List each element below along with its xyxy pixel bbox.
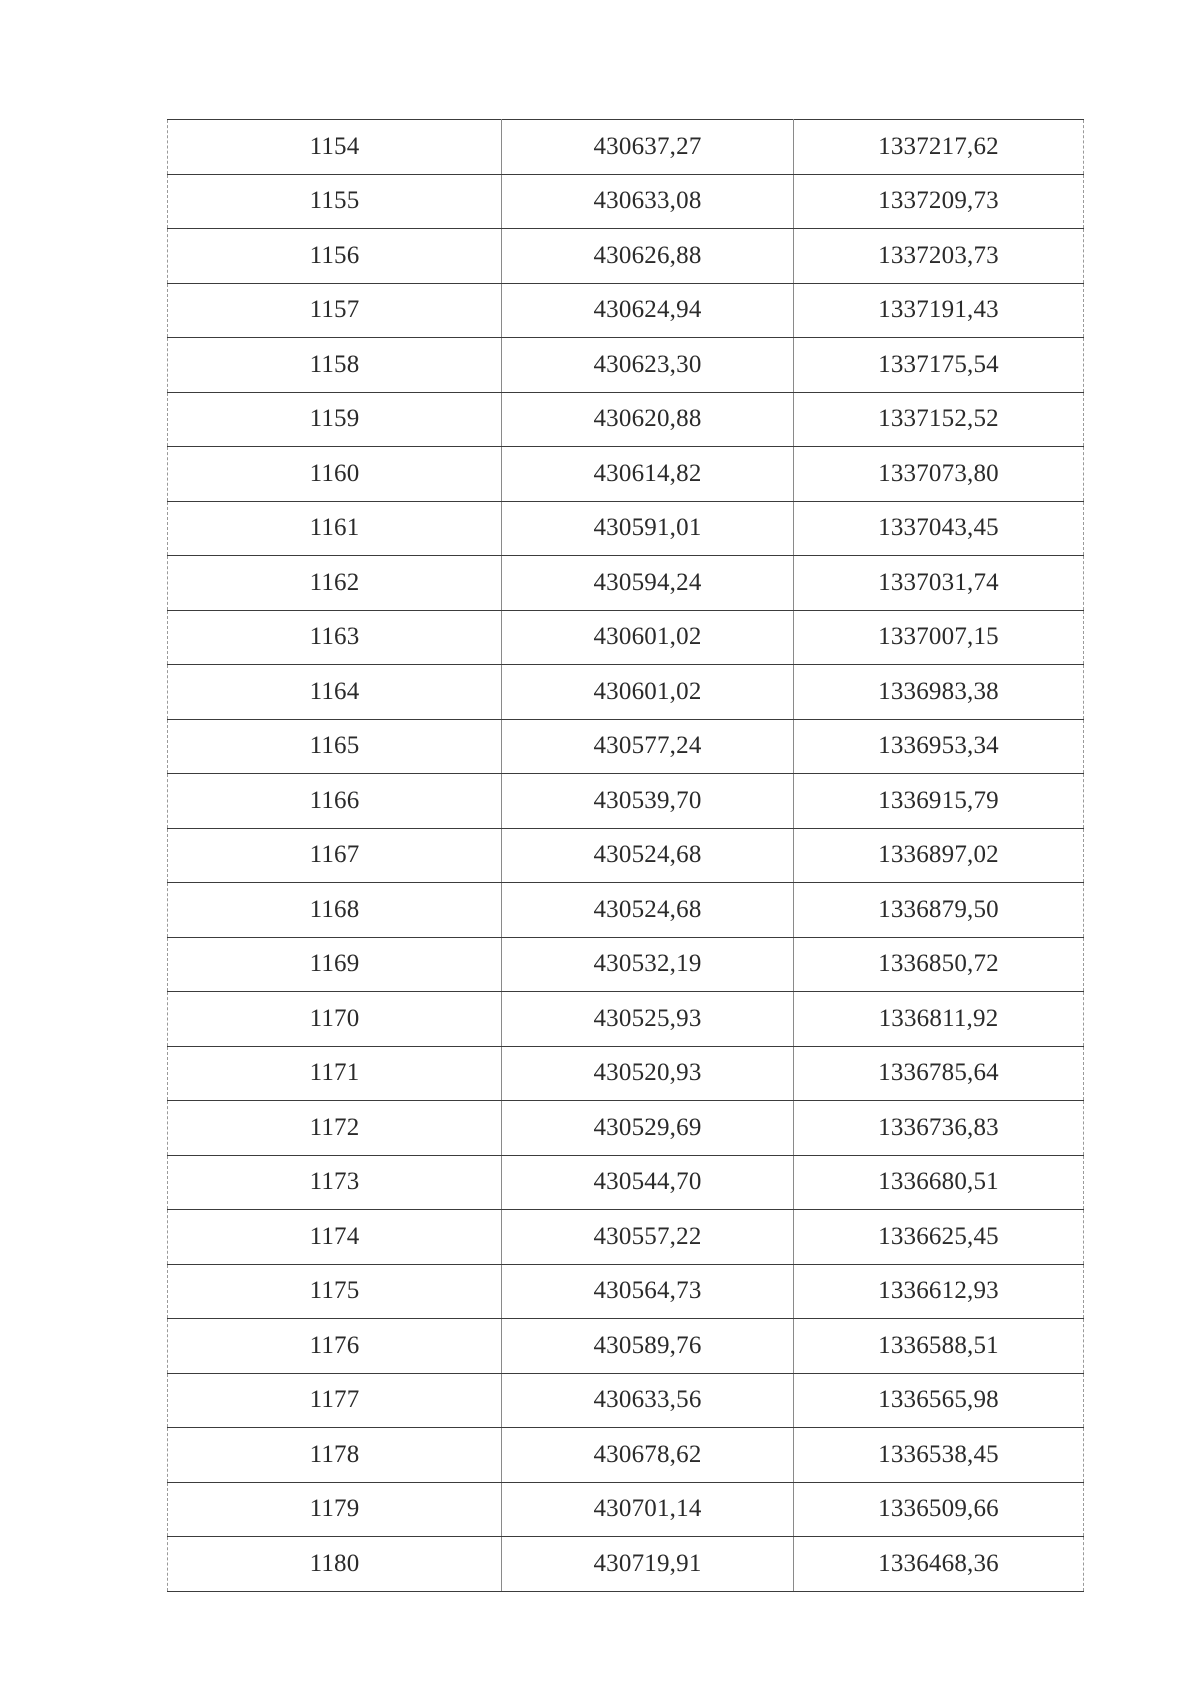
y-coordinate-cell: 1336983,38 bbox=[794, 665, 1084, 720]
y-coordinate-cell: 1336953,34 bbox=[794, 719, 1084, 774]
x-coordinate-cell: 430525,93 bbox=[502, 992, 794, 1047]
y-coordinate-cell: 1336879,50 bbox=[794, 883, 1084, 938]
table-row bbox=[168, 556, 1084, 611]
x-coordinate-cell: 430633,08 bbox=[502, 174, 794, 229]
y-coordinate-cell: 1336468,36 bbox=[794, 1537, 1084, 1592]
point-number-cell: 1164 bbox=[168, 665, 502, 720]
point-number-cell: 1174 bbox=[168, 1210, 502, 1265]
point-number-cell: 1163 bbox=[168, 610, 502, 665]
x-coordinate-cell: 430564,73 bbox=[502, 1264, 794, 1319]
y-coordinate-cell: 1337073,80 bbox=[794, 447, 1084, 502]
point-number-cell: 1179 bbox=[168, 1482, 502, 1537]
x-coordinate-cell: 430544,70 bbox=[502, 1155, 794, 1210]
table-row bbox=[168, 937, 1084, 992]
point-number-cell: 1178 bbox=[168, 1428, 502, 1483]
y-coordinate-cell: 1336915,79 bbox=[794, 774, 1084, 829]
table-row bbox=[168, 447, 1084, 502]
y-coordinate-cell: 1336680,51 bbox=[794, 1155, 1084, 1210]
point-number-cell: 1180 bbox=[168, 1537, 502, 1592]
table-row bbox=[168, 229, 1084, 284]
table-row bbox=[168, 1482, 1084, 1537]
table-row bbox=[168, 719, 1084, 774]
point-number-cell: 1172 bbox=[168, 1101, 502, 1156]
point-number-cell: 1158 bbox=[168, 338, 502, 393]
table-row bbox=[168, 1155, 1084, 1210]
point-number-cell: 1161 bbox=[168, 501, 502, 556]
y-coordinate-cell: 1336850,72 bbox=[794, 937, 1084, 992]
point-number-cell: 1154 bbox=[168, 120, 502, 175]
x-coordinate-cell: 430701,14 bbox=[502, 1482, 794, 1537]
table-row bbox=[168, 1373, 1084, 1428]
x-coordinate-cell: 430524,68 bbox=[502, 883, 794, 938]
x-coordinate-cell: 430719,91 bbox=[502, 1537, 794, 1592]
y-coordinate-cell: 1336612,93 bbox=[794, 1264, 1084, 1319]
x-coordinate-cell: 430532,19 bbox=[502, 937, 794, 992]
table-row bbox=[168, 1101, 1084, 1156]
x-coordinate-cell: 430626,88 bbox=[502, 229, 794, 284]
table-row bbox=[168, 1046, 1084, 1101]
table-row bbox=[168, 610, 1084, 665]
y-coordinate-cell: 1336538,45 bbox=[794, 1428, 1084, 1483]
point-number-cell: 1165 bbox=[168, 719, 502, 774]
x-coordinate-cell: 430601,02 bbox=[502, 610, 794, 665]
y-coordinate-cell: 1336785,64 bbox=[794, 1046, 1084, 1101]
y-coordinate-cell: 1337043,45 bbox=[794, 501, 1084, 556]
table-row bbox=[168, 883, 1084, 938]
x-coordinate-cell: 430520,93 bbox=[502, 1046, 794, 1101]
y-coordinate-cell: 1336625,45 bbox=[794, 1210, 1084, 1265]
point-number-cell: 1156 bbox=[168, 229, 502, 284]
y-coordinate-cell: 1337217,62 bbox=[794, 120, 1084, 175]
point-number-cell: 1175 bbox=[168, 1264, 502, 1319]
y-coordinate-cell: 1337031,74 bbox=[794, 556, 1084, 611]
point-number-cell: 1168 bbox=[168, 883, 502, 938]
y-coordinate-cell: 1337203,73 bbox=[794, 229, 1084, 284]
coordinates-table-body bbox=[168, 120, 1084, 1592]
x-coordinate-cell: 430557,22 bbox=[502, 1210, 794, 1265]
y-coordinate-cell: 1337007,15 bbox=[794, 610, 1084, 665]
x-coordinate-cell: 430623,30 bbox=[502, 338, 794, 393]
point-number-cell: 1169 bbox=[168, 937, 502, 992]
x-coordinate-cell: 430529,69 bbox=[502, 1101, 794, 1156]
y-coordinate-cell: 1337209,73 bbox=[794, 174, 1084, 229]
x-coordinate-cell: 430624,94 bbox=[502, 283, 794, 338]
point-number-cell: 1162 bbox=[168, 556, 502, 611]
table-row bbox=[168, 665, 1084, 720]
x-coordinate-cell: 430637,27 bbox=[502, 120, 794, 175]
y-coordinate-cell: 1336509,66 bbox=[794, 1482, 1084, 1537]
x-coordinate-cell: 430633,56 bbox=[502, 1373, 794, 1428]
x-coordinate-cell: 430601,02 bbox=[502, 665, 794, 720]
table-row bbox=[168, 828, 1084, 883]
y-coordinate-cell: 1337152,52 bbox=[794, 392, 1084, 447]
table-row bbox=[168, 1537, 1084, 1592]
table-row bbox=[168, 120, 1084, 175]
y-coordinate-cell: 1336811,92 bbox=[794, 992, 1084, 1047]
y-coordinate-cell: 1336588,51 bbox=[794, 1319, 1084, 1374]
x-coordinate-cell: 430678,62 bbox=[502, 1428, 794, 1483]
x-coordinate-cell: 430589,76 bbox=[502, 1319, 794, 1374]
point-number-cell: 1166 bbox=[168, 774, 502, 829]
point-number-cell: 1160 bbox=[168, 447, 502, 502]
y-coordinate-cell: 1337175,54 bbox=[794, 338, 1084, 393]
table-row bbox=[168, 501, 1084, 556]
point-number-cell: 1177 bbox=[168, 1373, 502, 1428]
y-coordinate-cell: 1336897,02 bbox=[794, 828, 1084, 883]
point-number-cell: 1155 bbox=[168, 174, 502, 229]
y-coordinate-cell: 1337191,43 bbox=[794, 283, 1084, 338]
point-number-cell: 1171 bbox=[168, 1046, 502, 1101]
table-row bbox=[168, 392, 1084, 447]
x-coordinate-cell: 430524,68 bbox=[502, 828, 794, 883]
y-coordinate-cell: 1336565,98 bbox=[794, 1373, 1084, 1428]
table-row bbox=[168, 774, 1084, 829]
point-number-cell: 1167 bbox=[168, 828, 502, 883]
table-row bbox=[168, 1210, 1084, 1265]
point-number-cell: 1170 bbox=[168, 992, 502, 1047]
y-coordinate-cell: 1336736,83 bbox=[794, 1101, 1084, 1156]
table-row bbox=[168, 1428, 1084, 1483]
table-row bbox=[168, 174, 1084, 229]
table-row bbox=[168, 283, 1084, 338]
table-row bbox=[168, 1264, 1084, 1319]
x-coordinate-cell: 430539,70 bbox=[502, 774, 794, 829]
point-number-cell: 1173 bbox=[168, 1155, 502, 1210]
x-coordinate-cell: 430591,01 bbox=[502, 501, 794, 556]
point-number-cell: 1176 bbox=[168, 1319, 502, 1374]
table-row bbox=[168, 338, 1084, 393]
table-row bbox=[168, 1319, 1084, 1374]
table-row bbox=[168, 992, 1084, 1047]
x-coordinate-cell: 430577,24 bbox=[502, 719, 794, 774]
point-number-cell: 1157 bbox=[168, 283, 502, 338]
coordinates-table bbox=[167, 119, 1084, 1592]
x-coordinate-cell: 430620,88 bbox=[502, 392, 794, 447]
point-number-cell: 1159 bbox=[168, 392, 502, 447]
x-coordinate-cell: 430614,82 bbox=[502, 447, 794, 502]
x-coordinate-cell: 430594,24 bbox=[502, 556, 794, 611]
